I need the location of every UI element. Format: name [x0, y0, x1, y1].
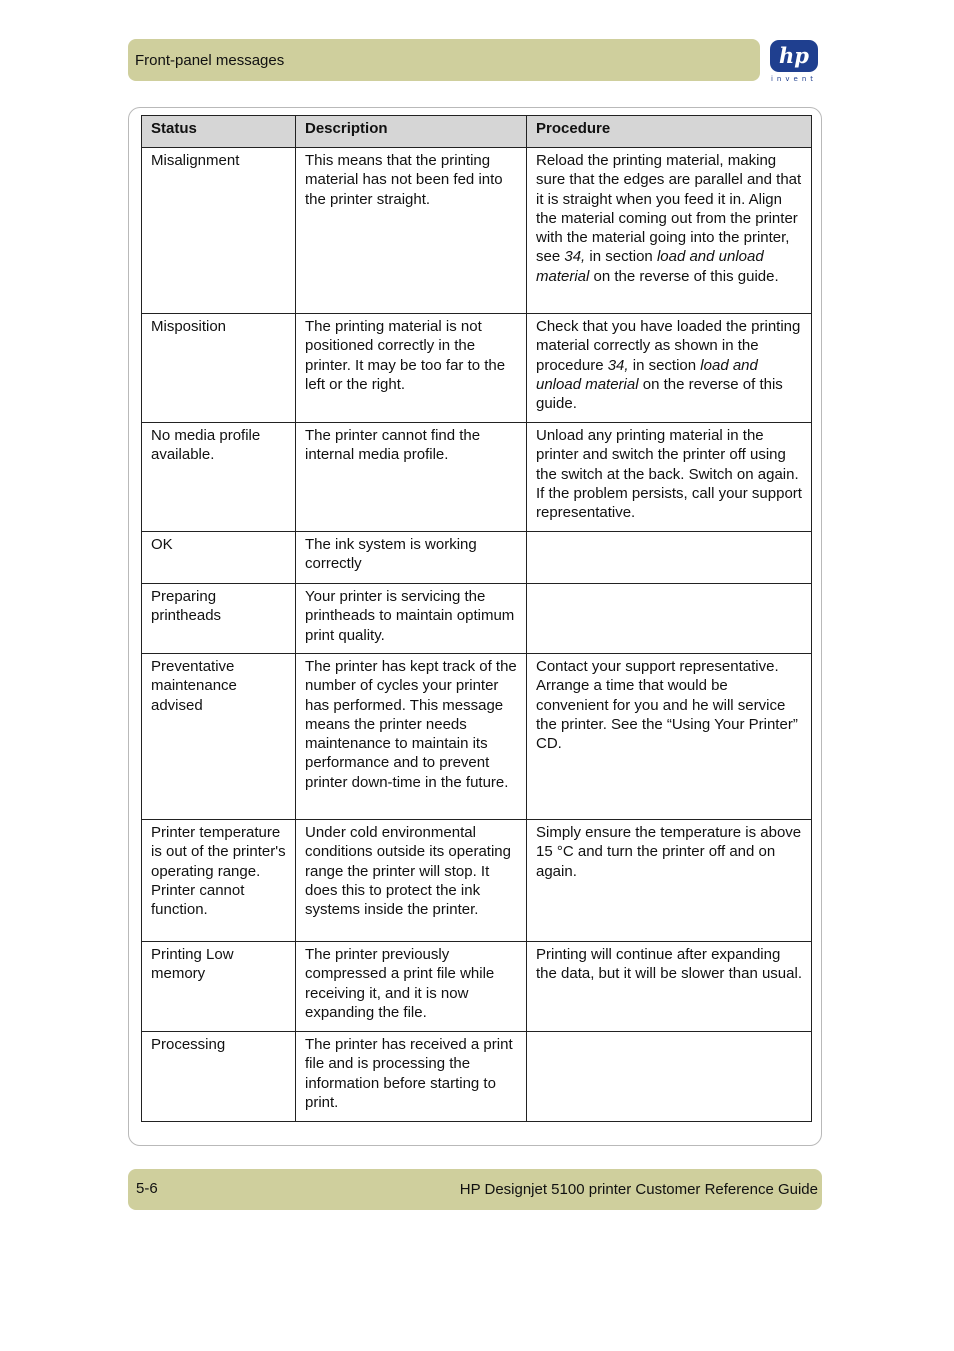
col-header-procedure: Procedure: [527, 116, 812, 148]
page-number: 5-6: [136, 1180, 158, 1197]
table-row: [142, 942, 812, 1032]
logo-tagline: invent: [770, 75, 818, 83]
procedure-cell: Printing will continue after expanding the data, but it will be slower than usual.: [527, 942, 812, 1032]
procedure-cell: Unload any printing material in the printer and switch the printer off using the switch at the back. Switch on again. If the problem persists, call your support representative.: [527, 423, 812, 532]
table-row: [142, 423, 812, 532]
procedure-text: Check that you have loaded the printing material correctly as shown in the procedure: [536, 318, 801, 374]
procedure-cell: [527, 584, 812, 654]
table-row: [142, 584, 812, 654]
table-row: [142, 1032, 812, 1122]
description-cell: Your printer is servicing the printheads to maintain optimum print quality.: [296, 584, 527, 654]
col-header-status: Status: [142, 116, 296, 148]
status-cell: Misposition: [142, 314, 296, 423]
status-cell: Printing Low memory: [142, 942, 296, 1032]
procedure-cell: [527, 314, 812, 423]
procedure-text: in section: [628, 356, 701, 374]
hp-logo: [768, 38, 822, 84]
col-header-description: Description: [296, 116, 527, 148]
procedure-text: Reload the printing material, making sure that the edges are parallel and that it is straight when you feed it in. Align the material coming out from the printer with the material going into the printer, see: [536, 152, 802, 266]
status-cell: Misalignment: [142, 148, 296, 314]
procedure-cell: [527, 148, 812, 314]
status-cell: Printer temperature is out of the printer's operating range. Printer cannot function.: [142, 820, 296, 942]
guide-title: HP Designjet 5100 printer Customer Reference Guide: [459, 1181, 818, 1198]
status-cell: Processing: [142, 1032, 296, 1122]
table-row: [142, 532, 812, 584]
description-cell: The printing material is not positioned correctly in the printer. It may be too far to the left or the right.: [296, 314, 527, 423]
procedure-cell: Contact your support representative. Arrange a time that would be convenient for you and he will service the printer. See the “Using Your Printer” CD.: [527, 654, 812, 820]
procedure-text: in section: [585, 248, 657, 266]
procedure-ref: 34,: [607, 356, 629, 374]
table-row: [142, 148, 812, 314]
logo-brand: hp: [779, 43, 809, 68]
procedure-cell: Simply ensure the temperature is above 15 °C and turn the printer off and on again.: [527, 820, 812, 942]
status-cell: No media profile available.: [142, 423, 296, 532]
status-cell: Preventative maintenance advised: [142, 654, 296, 820]
messages-table: [141, 115, 812, 1122]
procedure-text: on the reverse of this guide.: [589, 267, 779, 285]
table-header-row: [142, 116, 812, 148]
table-row: [142, 820, 812, 942]
table-row: [142, 654, 812, 820]
hp-logo-icon: [768, 38, 822, 84]
status-cell: Preparing printheads: [142, 584, 296, 654]
description-cell: The printer cannot find the internal media profile.: [296, 423, 527, 532]
description-cell: This means that the printing material has not been fed into the printer straight.: [296, 148, 527, 314]
status-cell: OK: [142, 532, 296, 584]
description-cell: The printer has kept track of the number of cycles your printer has performed. This message means the printer needs maintenance to maintain its performance and to prevent printer down-time in the future.: [296, 654, 527, 820]
procedure-ref: 34,: [564, 248, 586, 266]
procedure-section: load and unload material: [536, 248, 764, 285]
description-cell: The printer has received a print file and is processing the information before starting to print.: [296, 1032, 527, 1122]
procedure-cell: [527, 532, 812, 584]
section-title: Front-panel messages: [135, 52, 285, 69]
procedure-section: load and unload material: [536, 356, 758, 393]
description-cell: The ink system is working correctly: [296, 532, 527, 584]
procedure-text: on the reverse of this guide.: [536, 375, 783, 413]
description-cell: The printer previously compressed a print file while receiving it, and it is now expanding the file.: [296, 942, 527, 1032]
description-cell: Under cold environmental conditions outside its operating range the printer will stop. It does this to protect the ink systems inside the printer.: [296, 820, 527, 942]
table-row: [142, 314, 812, 423]
header-bar: [128, 39, 760, 81]
footer-bar: [128, 1169, 822, 1210]
procedure-cell: [527, 1032, 812, 1122]
